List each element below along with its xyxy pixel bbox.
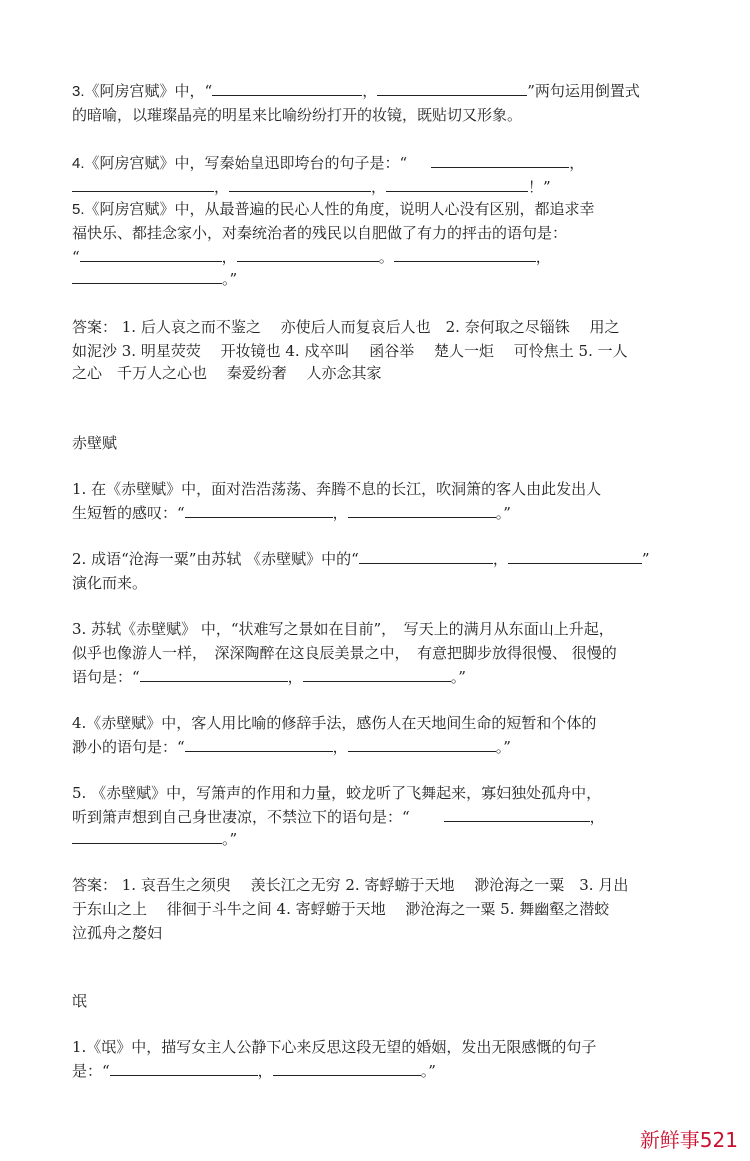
question-afang-5-line2: 福快乐、都挂念家小，对秦统治者的残民以自肥做了有力的抨击的语句是： <box>72 224 568 242</box>
section-title-mang: 氓 <box>72 992 88 1010</box>
answer-blank[interactable] <box>348 736 496 752</box>
question-chibi-1-line2: 生短暂的感叹：“ ， 。” <box>72 504 511 522</box>
answer-blank[interactable] <box>377 80 527 96</box>
answer-blank[interactable] <box>80 246 222 262</box>
question-chibi-5-line1: 5. 《赤壁赋》中，写箫声的作用和力量，蛟龙听了飞舞起来，寡妇独处孤舟中， <box>72 784 602 802</box>
question-afang-5-line4: 。” <box>72 268 237 290</box>
answer-chibi-line1: 答案： 1. 哀吾生之须臾 羡长江之无穷 2. 寄蜉蝣于天地 渺沧海之一粟 3. 月出 <box>72 876 629 894</box>
answer-blank[interactable] <box>359 548 493 564</box>
question-chibi-1-line1: 1. 在《赤壁赋》中，面对浩浩荡荡、奔腾不息的长江，吹洞箫的客人由此发出人 <box>72 480 602 498</box>
question-afang-5-line3: “ ， 。 ， <box>72 248 551 266</box>
answer-blank[interactable] <box>237 246 379 262</box>
answer-blank[interactable] <box>348 502 496 518</box>
watermark-logo: 新鲜事521 <box>639 1128 738 1152</box>
answer-afang-line3: 之心 千万人之心也 秦爱纷奢 人亦念其家 <box>72 364 382 382</box>
answer-blank[interactable] <box>185 736 333 752</box>
answer-blank[interactable] <box>72 268 222 284</box>
question-chibi-4-line1: 4.《赤壁赋》中，客人用比喻的修辞手法，感伤人在天地间生命的短暂和个体的 <box>72 714 597 732</box>
question-chibi-3-line3: 语句是：“ ， 。” <box>72 668 466 686</box>
question-afang-4-line2: ， ， ！” <box>72 176 551 198</box>
answer-blank[interactable] <box>273 1060 421 1076</box>
question-chibi-3-line1: 3. 苏轼《赤壁赋》 中，“状难写之景如在目前”， 写天上的满月从东面山上升起， <box>72 620 614 638</box>
question-mang-1-line2: 是：“ ， 。” <box>72 1062 436 1080</box>
answer-blank[interactable] <box>110 1060 258 1076</box>
question-chibi-2-line2: 演化而来。 <box>72 574 148 592</box>
question-afang-3-line2: 的暗喻，以璀璨晶亮的明星来比喻纷纷打开的妆镜，既贴切又形象。 <box>72 106 523 124</box>
answer-afang-line1: 答案： 1. 后人哀之而不鉴之 亦使后人而复哀后人也 2. 奈何取之尽锱铢 用之 <box>72 318 620 336</box>
section-title-chibi: 赤壁赋 <box>72 434 118 452</box>
answer-blank[interactable] <box>185 502 333 518</box>
answer-chibi-line3: 泣孤舟之嫠妇 <box>72 924 163 942</box>
question-afang-3-line1: 3.《阿房宫赋》中，“ ， ”两句运用倒置式 <box>72 82 640 100</box>
answer-blank[interactable] <box>394 246 536 262</box>
answer-blank[interactable] <box>431 152 569 168</box>
question-chibi-2-line1: 2. 成语“沧海一粟”由苏轼 《赤壁赋》中的“ ， ” <box>72 550 650 568</box>
question-mang-1-line1: 1.《氓》中，描写女主人公静下心来反思这段无望的婚姻，发出无限感慨的句子 <box>72 1038 597 1056</box>
answer-afang-line2: 如泥沙 3. 明星荧荧 开妆镜也 4. 戍卒叫 函谷举 楚人一炬 可怜焦土 5. 一人 <box>72 342 628 360</box>
answer-blank[interactable] <box>140 666 288 682</box>
answer-blank[interactable] <box>303 666 451 682</box>
answer-chibi-line2: 于东山之上 徘徊于斗牛之间 4. 寄蜉蝣于天地 渺沧海之一粟 5. 舞幽壑之潜蛟 <box>72 900 610 918</box>
answer-blank[interactable] <box>444 806 590 822</box>
answer-blank[interactable] <box>72 828 222 844</box>
answer-blank[interactable] <box>386 176 528 192</box>
question-chibi-5-line3: 。” <box>72 828 237 850</box>
question-afang-5-line1: 5.《阿房宫赋》中，从最普遍的民心人性的角度，说明人心没有区别，都追求幸 <box>72 200 595 218</box>
question-chibi-5-line2: 听到箫声想到自己身世凄凉，不禁泣下的语句是：“ ， <box>72 808 605 826</box>
question-chibi-3-line2: 似乎也像游人一样， 深深陶醉在这良辰美景之中， 有意把脚步放得很慢、 很慢的 <box>72 644 617 662</box>
answer-blank[interactable] <box>508 548 642 564</box>
answer-blank[interactable] <box>229 176 371 192</box>
answer-blank[interactable] <box>72 176 214 192</box>
question-chibi-4-line2: 渺小的语句是：“ ， 。” <box>72 738 511 756</box>
answer-blank[interactable] <box>212 80 362 96</box>
question-afang-4-line1: 4.《阿房宫赋》中，写秦始皇迅即垮台的句子是：“ ， <box>72 154 585 172</box>
